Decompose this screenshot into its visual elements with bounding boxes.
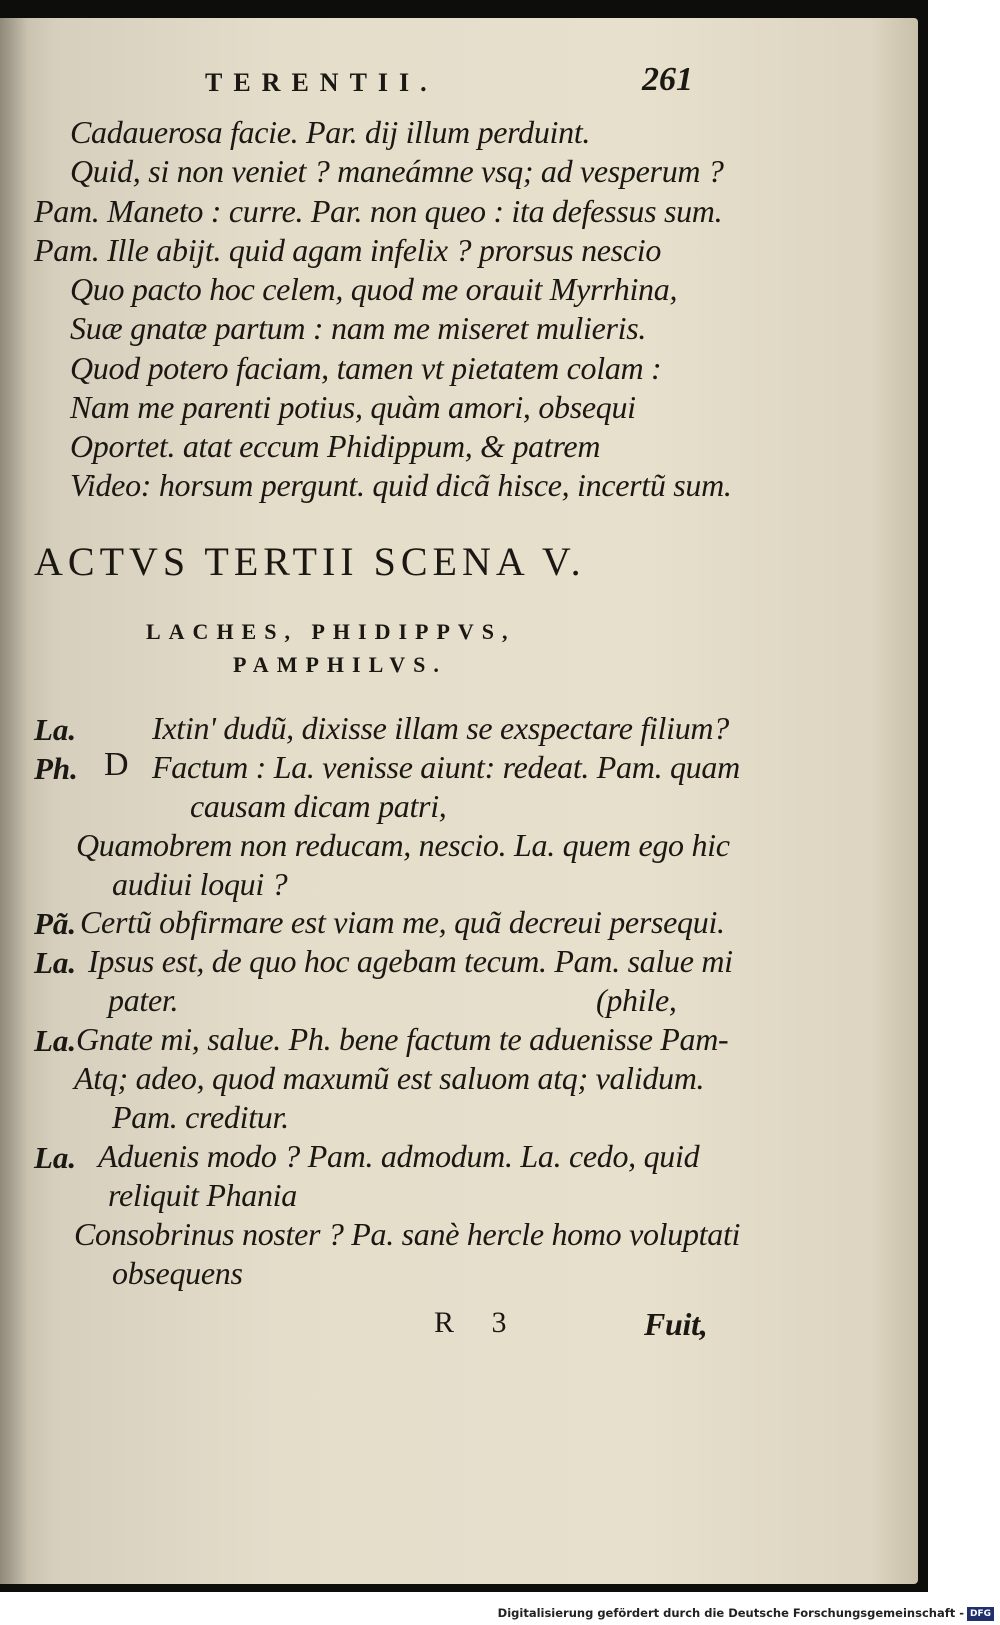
dialogue-line: Gnate mi, salue. Ph. bene factum te aduenisse Pam-	[76, 1021, 729, 1057]
speaker-label: La.	[34, 945, 77, 980]
funding-credit: Digitalisierung gefördert durch die Deutsche Forschungsgemeinschaft -	[497, 1606, 964, 1620]
dialogue-line: audiui loqui ?	[112, 866, 288, 902]
verse-line: Quo pacto hoc celem, quod me orauit Myrrhina,	[70, 271, 678, 307]
dialogue-line: Quamobrem non reducam, nescio. La. quem ego hic	[76, 827, 730, 863]
dialogue-line: Ixtin' dudũ, dixisse illam se exspectare filium?	[152, 710, 729, 746]
catchword: Fuit,	[644, 1306, 708, 1342]
dialogue-line: Aduenis modo ? Pam. admodum. La. cedo, quid	[98, 1138, 700, 1174]
dialogue-line: reliquit Phania	[108, 1177, 297, 1213]
speaker-label: La.	[34, 712, 77, 747]
verse-line: Nam me parenti potius, quàm amori, obsequi	[70, 389, 636, 425]
speaker-label: La.	[34, 1140, 77, 1175]
verse-line: Quod potero faciam, tamen vt pietatem colam :	[70, 350, 662, 386]
persons-line-2: PAMPHILVS.	[233, 652, 447, 677]
verse-line: Suæ gnatæ partum : nam me miseret mulieris.	[70, 310, 647, 346]
dialogue-line: obsequens	[112, 1255, 243, 1291]
speaker-label: La.	[34, 1023, 77, 1058]
verse-line: Oportet. atat eccum Phidippum, & patrem	[70, 428, 601, 464]
speaker-label: Ph.	[34, 751, 78, 786]
dialogue-line: Atq; adeo, quod maxumũ est saluom atq; validum.	[74, 1060, 705, 1096]
dialogue-line: Factum : La. venisse aiunt: redeat. Pam. quam	[152, 749, 740, 785]
verse-line: Quid, si non veniet ? maneámne vsq; ad vesperum ?	[70, 153, 724, 189]
page-number: 261	[642, 61, 693, 98]
signature-mark: R 3	[434, 1306, 507, 1339]
scene-heading: ACTVS TERTII SCENA V.	[34, 539, 586, 584]
dialogue-line: Certũ obfirmare est viam me, quã decreui persequi.	[80, 904, 725, 940]
running-title: TERENTII.	[205, 68, 438, 97]
verse-line: Cadauerosa facie. Par. dij illum perduint.	[70, 114, 591, 150]
verse-line: Video: horsum pergunt. quid dicã hisce, incertũ sum.	[70, 467, 732, 503]
dialogue-line: pater.	[108, 982, 179, 1018]
verse-line: Pam. Maneto : curre. Par. non queo : ita defessus sum.	[34, 193, 723, 229]
verse-line: Pam. Ille abijt. quid agam infelix ? prorsus nescio	[34, 232, 662, 268]
dialogue-line: Ipsus est, de quo hoc agebam tecum. Pam. salue mi	[88, 943, 733, 979]
spine-shadow	[0, 18, 28, 1584]
drop-capital: D	[104, 746, 129, 783]
dialogue-line: Consobrinus noster ? Pa. sanè hercle homo voluptati	[74, 1216, 741, 1252]
dialogue-line: (phile,	[596, 982, 677, 1018]
dialogue-line: causam dicam patri,	[190, 788, 447, 824]
dfg-logo: DFG	[967, 1607, 994, 1621]
persons-line-1: LACHES, PHIDIPPVS,	[146, 619, 516, 644]
dialogue-line: Pam. creditur.	[112, 1099, 289, 1135]
speaker-label: Pã.	[34, 906, 77, 941]
